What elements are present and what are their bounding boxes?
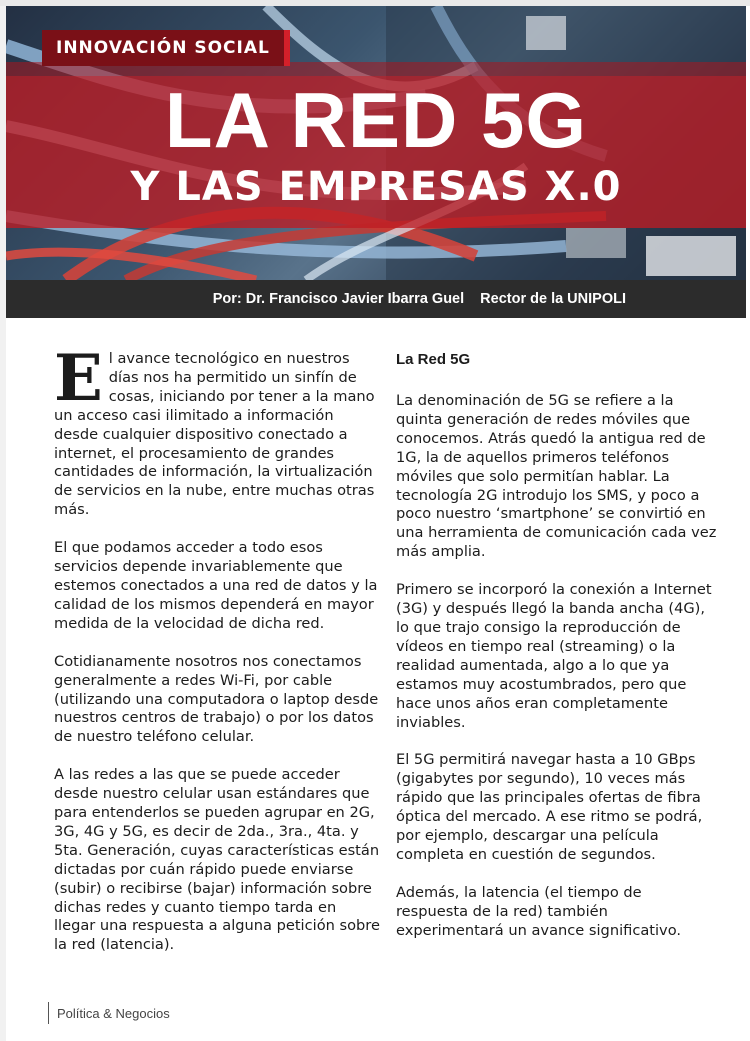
article-subtitle: Y LAS EMPRESAS X.0 xyxy=(130,164,622,210)
body-paragraph: A las redes a las que se puede acceder desde nuestro celular usan estándares que para entenderlos se pueden agrupar en 2G, 3G, 4G y 5G, es decir de 2da., 3ra., 4ta. y 5ta. Generación, cuyas características están dictadas por cuán rápido puede enviarse (subir) o recibirse (bajar) información sobre dichas redes y cuanto tiempo tarda en llegar una respuesta a alguna petición sobre la red (latencia). xyxy=(54,766,380,954)
section-tag xyxy=(42,30,290,66)
section-tag-label: INNOVACIÓN SOCIAL xyxy=(56,38,270,58)
byline-role: Rector de la UNIPOLI xyxy=(480,291,626,307)
byline-author: Por: Dr. Francisco Javier Ibarra Guel xyxy=(212,291,465,307)
section-heading: La Red 5G xyxy=(396,351,471,368)
body-paragraph: Además, la latencia (el tiempo de respuesta de la red) también experimentará un avance significativo. xyxy=(396,883,682,939)
article-title: LA RED 5G xyxy=(164,76,588,164)
publication-name: Política & Negocios xyxy=(57,1005,170,1021)
left-column xyxy=(54,341,380,974)
body-paragraph: Cotidianamente nosotros nos conectamos generalmente a redes Wi-Fi, por cable (utilizando una computadora o laptop desde nuestros centros de trabajo) o por los datos de nuestro teléfono celular. xyxy=(54,652,379,746)
right-column xyxy=(396,350,718,960)
body-paragraph: Primero se incorporó la conexión a Internet (3G) y después llegó la banda ancha (4G), lo que trajo consigo la reproducción de vídeos en tiempo real (streaming) o la realidad aumentada, algo a lo que ya estamos muy acostumbrados, pero que hace unos años eran completamente inviables. xyxy=(396,581,712,731)
byline-bar xyxy=(6,280,746,318)
body-paragraph: El que podamos acceder a todo esos servicios depende invariablemente que estemos conectados a una red de datos y la calidad de los mismos dependerá en mayor medida de la velocidad de dicha red. xyxy=(54,539,378,632)
lead-paragraph xyxy=(54,341,380,520)
page-footer xyxy=(48,1002,170,1024)
lead-paragraph-text: l avance tecnológico en nuestros días nos ha permitido un sinfín de cosas, iniciando por tener a la mano un acceso casi ilimitado a información desde cualquier dispositivo conectado a internet, el procesamiento de grandes cantidades de información, la virtualización de servicios en la nube, entre muchas otras más. xyxy=(54,350,375,519)
dropcap: E xyxy=(54,341,103,416)
body-paragraph: La denominación de 5G se refiere a la quinta generación de redes móviles que conocemos. Atrás quedó la antigua red de 1G, la de aquellos primeros teléfonos móviles que solo permitían hablar. La tecnología 2G introdujo los SMS, y poco a poco nuestro ‘smartphone’ se convirtió en una herramienta de comunicación cada vez más amplia. xyxy=(396,392,717,561)
header-image xyxy=(6,6,746,280)
body-paragraph: El 5G permitirá navegar hasta a 10 GBps (gigabytes por segundo), 10 veces más rápido que las principales ofertas de fibra óptica del mercado. A ese ritmo se podrá, por ejemplo, descargar una película completa en cuestión de segundos. xyxy=(396,751,703,863)
